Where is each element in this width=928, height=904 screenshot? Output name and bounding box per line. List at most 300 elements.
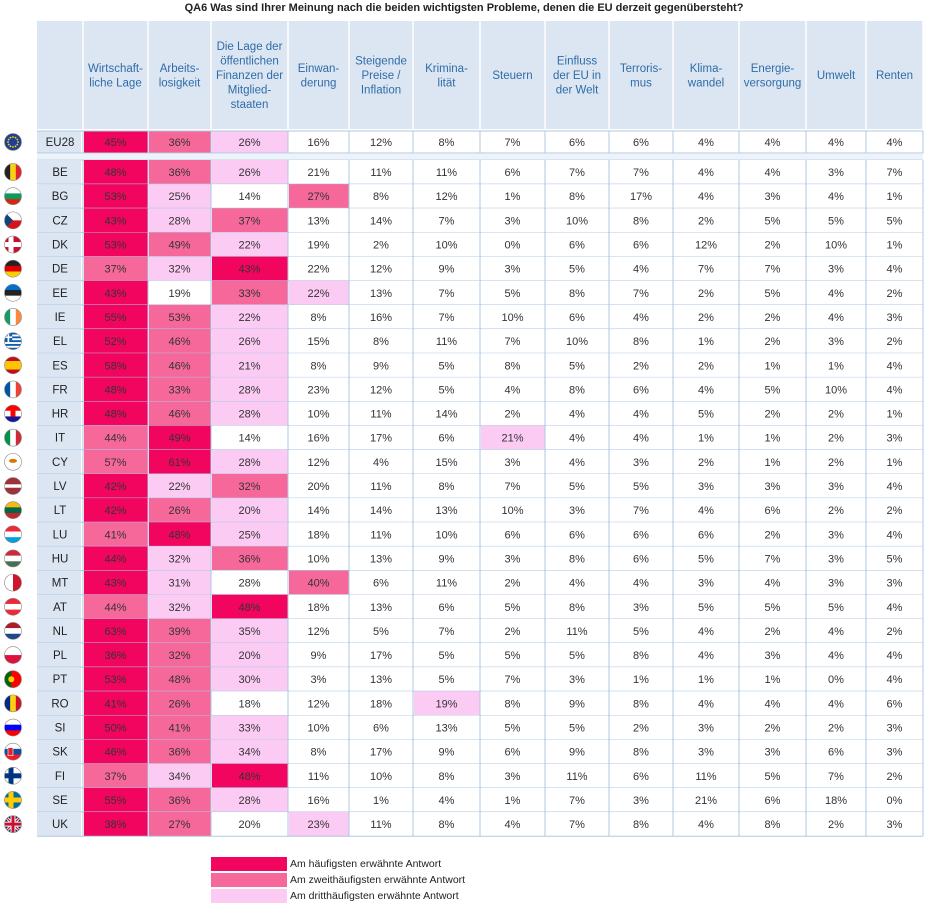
value-label: 2% bbox=[886, 770, 903, 783]
flag-si-icon bbox=[5, 719, 22, 736]
value-label: 50% bbox=[104, 722, 127, 735]
table-row bbox=[5, 377, 924, 401]
value-label: 4% bbox=[569, 408, 585, 421]
value-label: 6% bbox=[764, 794, 781, 807]
value-label: 4% bbox=[886, 263, 903, 276]
flag-de-icon bbox=[5, 260, 22, 277]
table-row bbox=[5, 812, 924, 836]
value-label: 9% bbox=[569, 698, 585, 711]
value-label: 46% bbox=[168, 336, 191, 349]
value-label: 6% bbox=[828, 746, 844, 759]
value-label: 7% bbox=[764, 553, 781, 566]
column-header: Terroris-mus bbox=[619, 62, 663, 90]
value-label: 7% bbox=[764, 263, 781, 276]
value-label: 4% bbox=[698, 167, 714, 180]
flag-fi-icon bbox=[5, 767, 22, 784]
value-label: 3% bbox=[633, 794, 649, 807]
table-row bbox=[5, 474, 924, 498]
value-label: 2% bbox=[764, 239, 781, 252]
legend-label-second: Am zweithäufigsten erwähnte Antwort bbox=[290, 874, 466, 886]
table-row bbox=[5, 281, 924, 305]
value-label: 9% bbox=[569, 746, 585, 759]
value-label: 3% bbox=[764, 650, 781, 663]
value-label: 3% bbox=[504, 456, 521, 469]
value-label: 44% bbox=[104, 432, 127, 445]
value-label: 33% bbox=[238, 722, 261, 735]
value-label: 19% bbox=[435, 698, 458, 711]
value-label: 48% bbox=[238, 770, 261, 783]
value-label: 34% bbox=[238, 746, 261, 759]
value-label: 14% bbox=[435, 408, 458, 421]
value-label: 15% bbox=[307, 336, 330, 349]
value-label: 4% bbox=[764, 137, 781, 149]
value-label: 8% bbox=[569, 601, 585, 614]
legend-item-second bbox=[211, 873, 511, 887]
value-label: 5% bbox=[633, 481, 649, 494]
value-label: 2% bbox=[698, 215, 714, 228]
value-label: 5% bbox=[886, 215, 903, 228]
value-label: 58% bbox=[104, 360, 127, 373]
value-label: 4% bbox=[828, 650, 844, 663]
country-label: MT bbox=[51, 577, 69, 590]
value-label: 11% bbox=[435, 167, 458, 180]
value-label: 11% bbox=[370, 529, 392, 542]
country-label: SK bbox=[52, 746, 68, 759]
value-label: 4% bbox=[828, 311, 844, 324]
value-label: 4% bbox=[886, 601, 903, 614]
flag-cy-icon bbox=[5, 453, 22, 470]
value-label: 5% bbox=[438, 674, 455, 687]
value-label: 5% bbox=[569, 263, 585, 276]
value-label: 11% bbox=[435, 336, 458, 349]
value-label: 6% bbox=[633, 770, 649, 783]
flag-it-icon bbox=[5, 429, 22, 446]
flag-cz-icon bbox=[5, 212, 22, 229]
value-label: 6% bbox=[764, 505, 781, 518]
table-row bbox=[5, 353, 924, 377]
country-label: AT bbox=[53, 601, 67, 614]
value-label: 55% bbox=[104, 794, 127, 807]
value-label: 28% bbox=[238, 408, 261, 421]
value-label: 3% bbox=[828, 529, 844, 542]
value-label: 55% bbox=[104, 311, 127, 324]
value-label: 3% bbox=[698, 577, 714, 590]
value-label: 3% bbox=[504, 263, 521, 276]
value-label: 2% bbox=[764, 311, 781, 324]
value-label: 43% bbox=[104, 215, 127, 228]
table-row bbox=[5, 595, 924, 619]
value-label: 12% bbox=[307, 625, 330, 638]
value-label: 1% bbox=[764, 674, 781, 687]
value-label: 6% bbox=[633, 137, 649, 149]
value-label: 53% bbox=[168, 311, 191, 324]
table-row bbox=[5, 131, 924, 153]
value-label: 8% bbox=[438, 819, 455, 832]
value-label: 3% bbox=[886, 311, 903, 324]
value-label: 13% bbox=[369, 674, 393, 687]
value-label: 8% bbox=[633, 746, 649, 759]
flag-ie-icon bbox=[5, 308, 22, 325]
value-label: 6% bbox=[504, 746, 521, 759]
value-label: 2% bbox=[698, 287, 714, 300]
value-label: 26% bbox=[238, 137, 261, 149]
column-header: Krimina-lität bbox=[425, 62, 468, 90]
value-label: 7% bbox=[569, 794, 585, 807]
value-label: 48% bbox=[104, 384, 127, 397]
value-label: 23% bbox=[307, 384, 330, 397]
value-label: 34% bbox=[168, 770, 191, 783]
value-label: 3% bbox=[698, 481, 714, 494]
value-label: 5% bbox=[438, 650, 455, 663]
flag-bg-icon bbox=[5, 188, 22, 205]
value-label: 3% bbox=[828, 167, 844, 180]
value-label: 1% bbox=[764, 432, 781, 445]
country-label: BG bbox=[51, 191, 69, 204]
column-header: Wirtschaft-liche Lage bbox=[88, 62, 143, 90]
value-label: 1% bbox=[764, 456, 781, 469]
country-label: IE bbox=[54, 311, 66, 324]
value-label: 53% bbox=[104, 239, 127, 252]
value-label: 3% bbox=[569, 505, 585, 518]
value-label: 4% bbox=[698, 625, 714, 638]
value-label: 12% bbox=[435, 191, 458, 204]
value-label: 15% bbox=[435, 456, 458, 469]
value-label: 7% bbox=[438, 625, 455, 638]
value-label: 18% bbox=[824, 794, 848, 807]
table-row bbox=[5, 329, 924, 353]
country-label: CZ bbox=[52, 215, 68, 228]
value-label: 26% bbox=[238, 336, 261, 349]
value-label: 43% bbox=[238, 263, 261, 276]
column-header: Klima-wandel bbox=[687, 62, 725, 90]
value-label: 2% bbox=[504, 577, 521, 590]
value-label: 14% bbox=[369, 505, 393, 518]
flag-ro-icon bbox=[5, 695, 22, 712]
value-label: 16% bbox=[369, 311, 393, 324]
value-label: 4% bbox=[698, 137, 714, 149]
value-label: 8% bbox=[504, 360, 521, 373]
value-label: 2% bbox=[764, 722, 781, 735]
value-label: 37% bbox=[238, 215, 261, 228]
value-label: 18% bbox=[238, 698, 261, 711]
value-label: 21% bbox=[694, 794, 718, 807]
country-label: CY bbox=[52, 456, 68, 469]
value-label: 3% bbox=[828, 577, 844, 590]
value-label: 3% bbox=[828, 481, 844, 494]
value-label: 4% bbox=[828, 287, 844, 300]
value-label: 2% bbox=[828, 505, 844, 518]
table-row bbox=[5, 546, 924, 570]
value-label: 5% bbox=[504, 287, 521, 300]
table-row bbox=[5, 184, 924, 208]
value-label: 3% bbox=[633, 456, 649, 469]
flag-lu-icon bbox=[5, 526, 22, 543]
value-label: 2% bbox=[828, 722, 844, 735]
value-label: 1% bbox=[886, 191, 903, 204]
value-label: 7% bbox=[569, 819, 585, 832]
value-label: 5% bbox=[698, 601, 714, 614]
value-label: 6% bbox=[504, 529, 521, 542]
country-label: LU bbox=[52, 529, 68, 542]
flag-dk-icon bbox=[5, 236, 22, 253]
value-label: 11% bbox=[695, 770, 717, 783]
value-label: 8% bbox=[633, 336, 649, 349]
flag-gr-icon bbox=[5, 333, 22, 350]
value-label: 5% bbox=[569, 722, 585, 735]
value-label: 3% bbox=[764, 191, 781, 204]
value-label: 20% bbox=[238, 819, 261, 832]
country-label: PL bbox=[52, 650, 68, 663]
value-label: 6% bbox=[569, 311, 585, 324]
value-label: 11% bbox=[566, 770, 588, 783]
value-label: 5% bbox=[438, 384, 455, 397]
value-label: 5% bbox=[764, 287, 781, 300]
table-row bbox=[5, 208, 924, 232]
value-label: 6% bbox=[504, 167, 521, 180]
value-label: 28% bbox=[238, 577, 261, 590]
value-label: 7% bbox=[698, 263, 714, 276]
value-label: 10% bbox=[565, 336, 589, 349]
value-label: 5% bbox=[828, 215, 844, 228]
legend-item-third bbox=[211, 889, 511, 903]
country-label: LV bbox=[53, 481, 67, 494]
table-row bbox=[5, 257, 924, 281]
value-label: 12% bbox=[694, 239, 718, 252]
value-label: 3% bbox=[828, 553, 844, 566]
value-label: 14% bbox=[307, 505, 330, 518]
value-label: 36% bbox=[104, 650, 127, 663]
value-label: 3% bbox=[569, 674, 585, 687]
value-label: 3% bbox=[504, 215, 521, 228]
value-label: 7% bbox=[504, 137, 521, 149]
value-label: 4% bbox=[764, 167, 781, 180]
value-label: 2% bbox=[764, 529, 781, 542]
value-label: 10% bbox=[565, 215, 589, 228]
value-label: 5% bbox=[569, 481, 585, 494]
value-label: 3% bbox=[764, 746, 781, 759]
value-label: 49% bbox=[168, 239, 191, 252]
flag-se-icon bbox=[5, 791, 22, 808]
value-label: 5% bbox=[764, 770, 781, 783]
value-label: 2% bbox=[698, 360, 714, 373]
value-label: 4% bbox=[886, 650, 903, 663]
value-label: 7% bbox=[633, 287, 649, 300]
value-label: 5% bbox=[698, 408, 714, 421]
value-label: 19% bbox=[307, 239, 330, 252]
value-label: 5% bbox=[698, 553, 714, 566]
value-label: 2% bbox=[828, 408, 844, 421]
table-row bbox=[5, 232, 924, 256]
value-label: 4% bbox=[886, 481, 903, 494]
value-label: 2% bbox=[886, 287, 903, 300]
value-label: 31% bbox=[168, 577, 191, 590]
value-label: 3% bbox=[764, 481, 781, 494]
value-label: 13% bbox=[369, 287, 393, 300]
flag-ee-icon bbox=[5, 284, 22, 301]
value-label: 6% bbox=[633, 529, 649, 542]
value-label: 22% bbox=[307, 287, 330, 300]
value-label: 8% bbox=[438, 770, 455, 783]
value-label: 11% bbox=[370, 819, 392, 832]
value-label: 8% bbox=[438, 481, 455, 494]
value-label: 36% bbox=[168, 746, 191, 759]
value-label: 7% bbox=[633, 505, 649, 518]
value-label: 2% bbox=[886, 336, 903, 349]
value-label: 13% bbox=[435, 722, 458, 735]
value-label: 32% bbox=[168, 601, 191, 614]
country-label: NL bbox=[52, 625, 68, 638]
value-label: 8% bbox=[310, 360, 327, 373]
value-label: 48% bbox=[168, 529, 191, 542]
value-label: 6% bbox=[373, 722, 389, 735]
value-label: 43% bbox=[104, 287, 127, 300]
value-label: 3% bbox=[886, 577, 903, 590]
value-label: 10% bbox=[824, 384, 848, 397]
column-header: Umwelt bbox=[816, 70, 856, 82]
value-label: 11% bbox=[370, 167, 392, 180]
value-label: 8% bbox=[569, 191, 585, 204]
value-label: 5% bbox=[438, 360, 455, 373]
country-label: SE bbox=[52, 794, 68, 807]
value-label: 46% bbox=[104, 746, 127, 759]
value-label: 11% bbox=[370, 481, 392, 494]
value-label: 32% bbox=[168, 553, 191, 566]
value-label: 4% bbox=[828, 191, 844, 204]
value-label: 35% bbox=[238, 625, 261, 638]
value-label: 1% bbox=[504, 794, 521, 807]
value-label: 7% bbox=[438, 287, 455, 300]
value-label: 3% bbox=[886, 432, 903, 445]
country-label: HR bbox=[51, 408, 69, 421]
country-label: RO bbox=[51, 698, 69, 711]
value-label: 10% bbox=[501, 505, 524, 518]
flag-mt-icon bbox=[5, 574, 22, 591]
legend-label-third: Am dritthäufigsten erwähnte Antwort bbox=[290, 890, 459, 902]
value-label: 26% bbox=[168, 505, 191, 518]
value-label: 8% bbox=[569, 384, 585, 397]
value-label: 17% bbox=[629, 191, 653, 204]
flag-hr-icon bbox=[5, 405, 22, 422]
country-label: ES bbox=[52, 360, 68, 373]
flag-pt-icon bbox=[5, 671, 22, 688]
value-label: 4% bbox=[698, 698, 714, 711]
country-label: PT bbox=[52, 674, 68, 687]
value-label: 5% bbox=[569, 360, 585, 373]
value-label: 4% bbox=[633, 577, 649, 590]
value-label: 4% bbox=[764, 577, 781, 590]
value-label: 21% bbox=[238, 360, 261, 373]
value-label: 5% bbox=[633, 625, 649, 638]
column-header: Einwan-derung bbox=[297, 62, 340, 90]
value-label: 48% bbox=[104, 408, 127, 421]
value-label: 1% bbox=[373, 794, 389, 807]
value-label: 8% bbox=[764, 819, 781, 832]
value-label: 17% bbox=[369, 746, 393, 759]
value-label: 5% bbox=[764, 384, 781, 397]
value-label: 6% bbox=[569, 239, 585, 252]
value-label: 27% bbox=[307, 191, 330, 204]
value-label: 5% bbox=[764, 601, 781, 614]
value-label: 36% bbox=[238, 553, 261, 566]
value-label: 2% bbox=[698, 311, 714, 324]
table-row bbox=[5, 160, 924, 184]
country-label: FR bbox=[52, 384, 68, 397]
table-row bbox=[5, 426, 924, 450]
value-label: 9% bbox=[438, 746, 455, 759]
value-label: 5% bbox=[504, 722, 521, 735]
value-label: 6% bbox=[438, 601, 455, 614]
value-label: 13% bbox=[435, 505, 458, 518]
value-label: 16% bbox=[307, 794, 330, 807]
value-label: 18% bbox=[307, 529, 330, 542]
value-label: 37% bbox=[104, 770, 127, 783]
value-label: 19% bbox=[168, 287, 191, 300]
value-label: 2% bbox=[504, 408, 521, 421]
value-label: 0% bbox=[886, 794, 903, 807]
value-label: 4% bbox=[633, 311, 649, 324]
value-label: 4% bbox=[828, 625, 844, 638]
table-row bbox=[5, 643, 924, 667]
value-label: 42% bbox=[104, 505, 127, 518]
value-label: 7% bbox=[438, 215, 455, 228]
value-label: 49% bbox=[168, 432, 191, 445]
country-label: UK bbox=[52, 819, 68, 832]
value-label: 48% bbox=[104, 167, 127, 180]
value-label: 1% bbox=[698, 674, 714, 687]
value-label: 11% bbox=[370, 408, 392, 421]
table-row bbox=[5, 740, 924, 764]
table-row bbox=[5, 788, 924, 812]
value-label: 12% bbox=[369, 263, 393, 276]
value-label: 4% bbox=[373, 456, 389, 469]
value-label: 8% bbox=[569, 287, 585, 300]
value-label: 5% bbox=[764, 215, 781, 228]
value-label: 13% bbox=[307, 215, 330, 228]
value-label: 4% bbox=[698, 191, 714, 204]
value-label: 32% bbox=[168, 263, 191, 276]
value-label: 4% bbox=[698, 650, 714, 663]
value-label: 1% bbox=[886, 408, 903, 421]
value-label: 6% bbox=[569, 137, 585, 149]
value-label: 8% bbox=[373, 191, 389, 204]
value-label: 41% bbox=[168, 722, 191, 735]
value-label: 28% bbox=[238, 384, 261, 397]
flag-pl-icon bbox=[5, 647, 22, 664]
value-label: 30% bbox=[238, 674, 261, 687]
value-label: 14% bbox=[369, 215, 393, 228]
value-label: 42% bbox=[104, 481, 127, 494]
country-label: SI bbox=[54, 722, 66, 735]
table-row bbox=[5, 764, 924, 788]
value-label: 5% bbox=[886, 553, 903, 566]
flag-eu-icon bbox=[5, 134, 22, 151]
value-label: 9% bbox=[438, 553, 455, 566]
value-label: 4% bbox=[828, 137, 844, 149]
value-label: 9% bbox=[310, 650, 327, 663]
value-label: 17% bbox=[369, 432, 393, 445]
value-label: 41% bbox=[104, 698, 127, 711]
value-label: 39% bbox=[168, 625, 191, 638]
value-label: 32% bbox=[238, 481, 261, 494]
value-label: 53% bbox=[104, 674, 127, 687]
value-label: 6% bbox=[698, 529, 714, 542]
value-label: 46% bbox=[168, 408, 191, 421]
value-label: 3% bbox=[828, 263, 844, 276]
value-label: 28% bbox=[238, 794, 261, 807]
value-label: 8% bbox=[310, 311, 327, 324]
value-label: 18% bbox=[369, 698, 393, 711]
value-label: 46% bbox=[168, 360, 191, 373]
